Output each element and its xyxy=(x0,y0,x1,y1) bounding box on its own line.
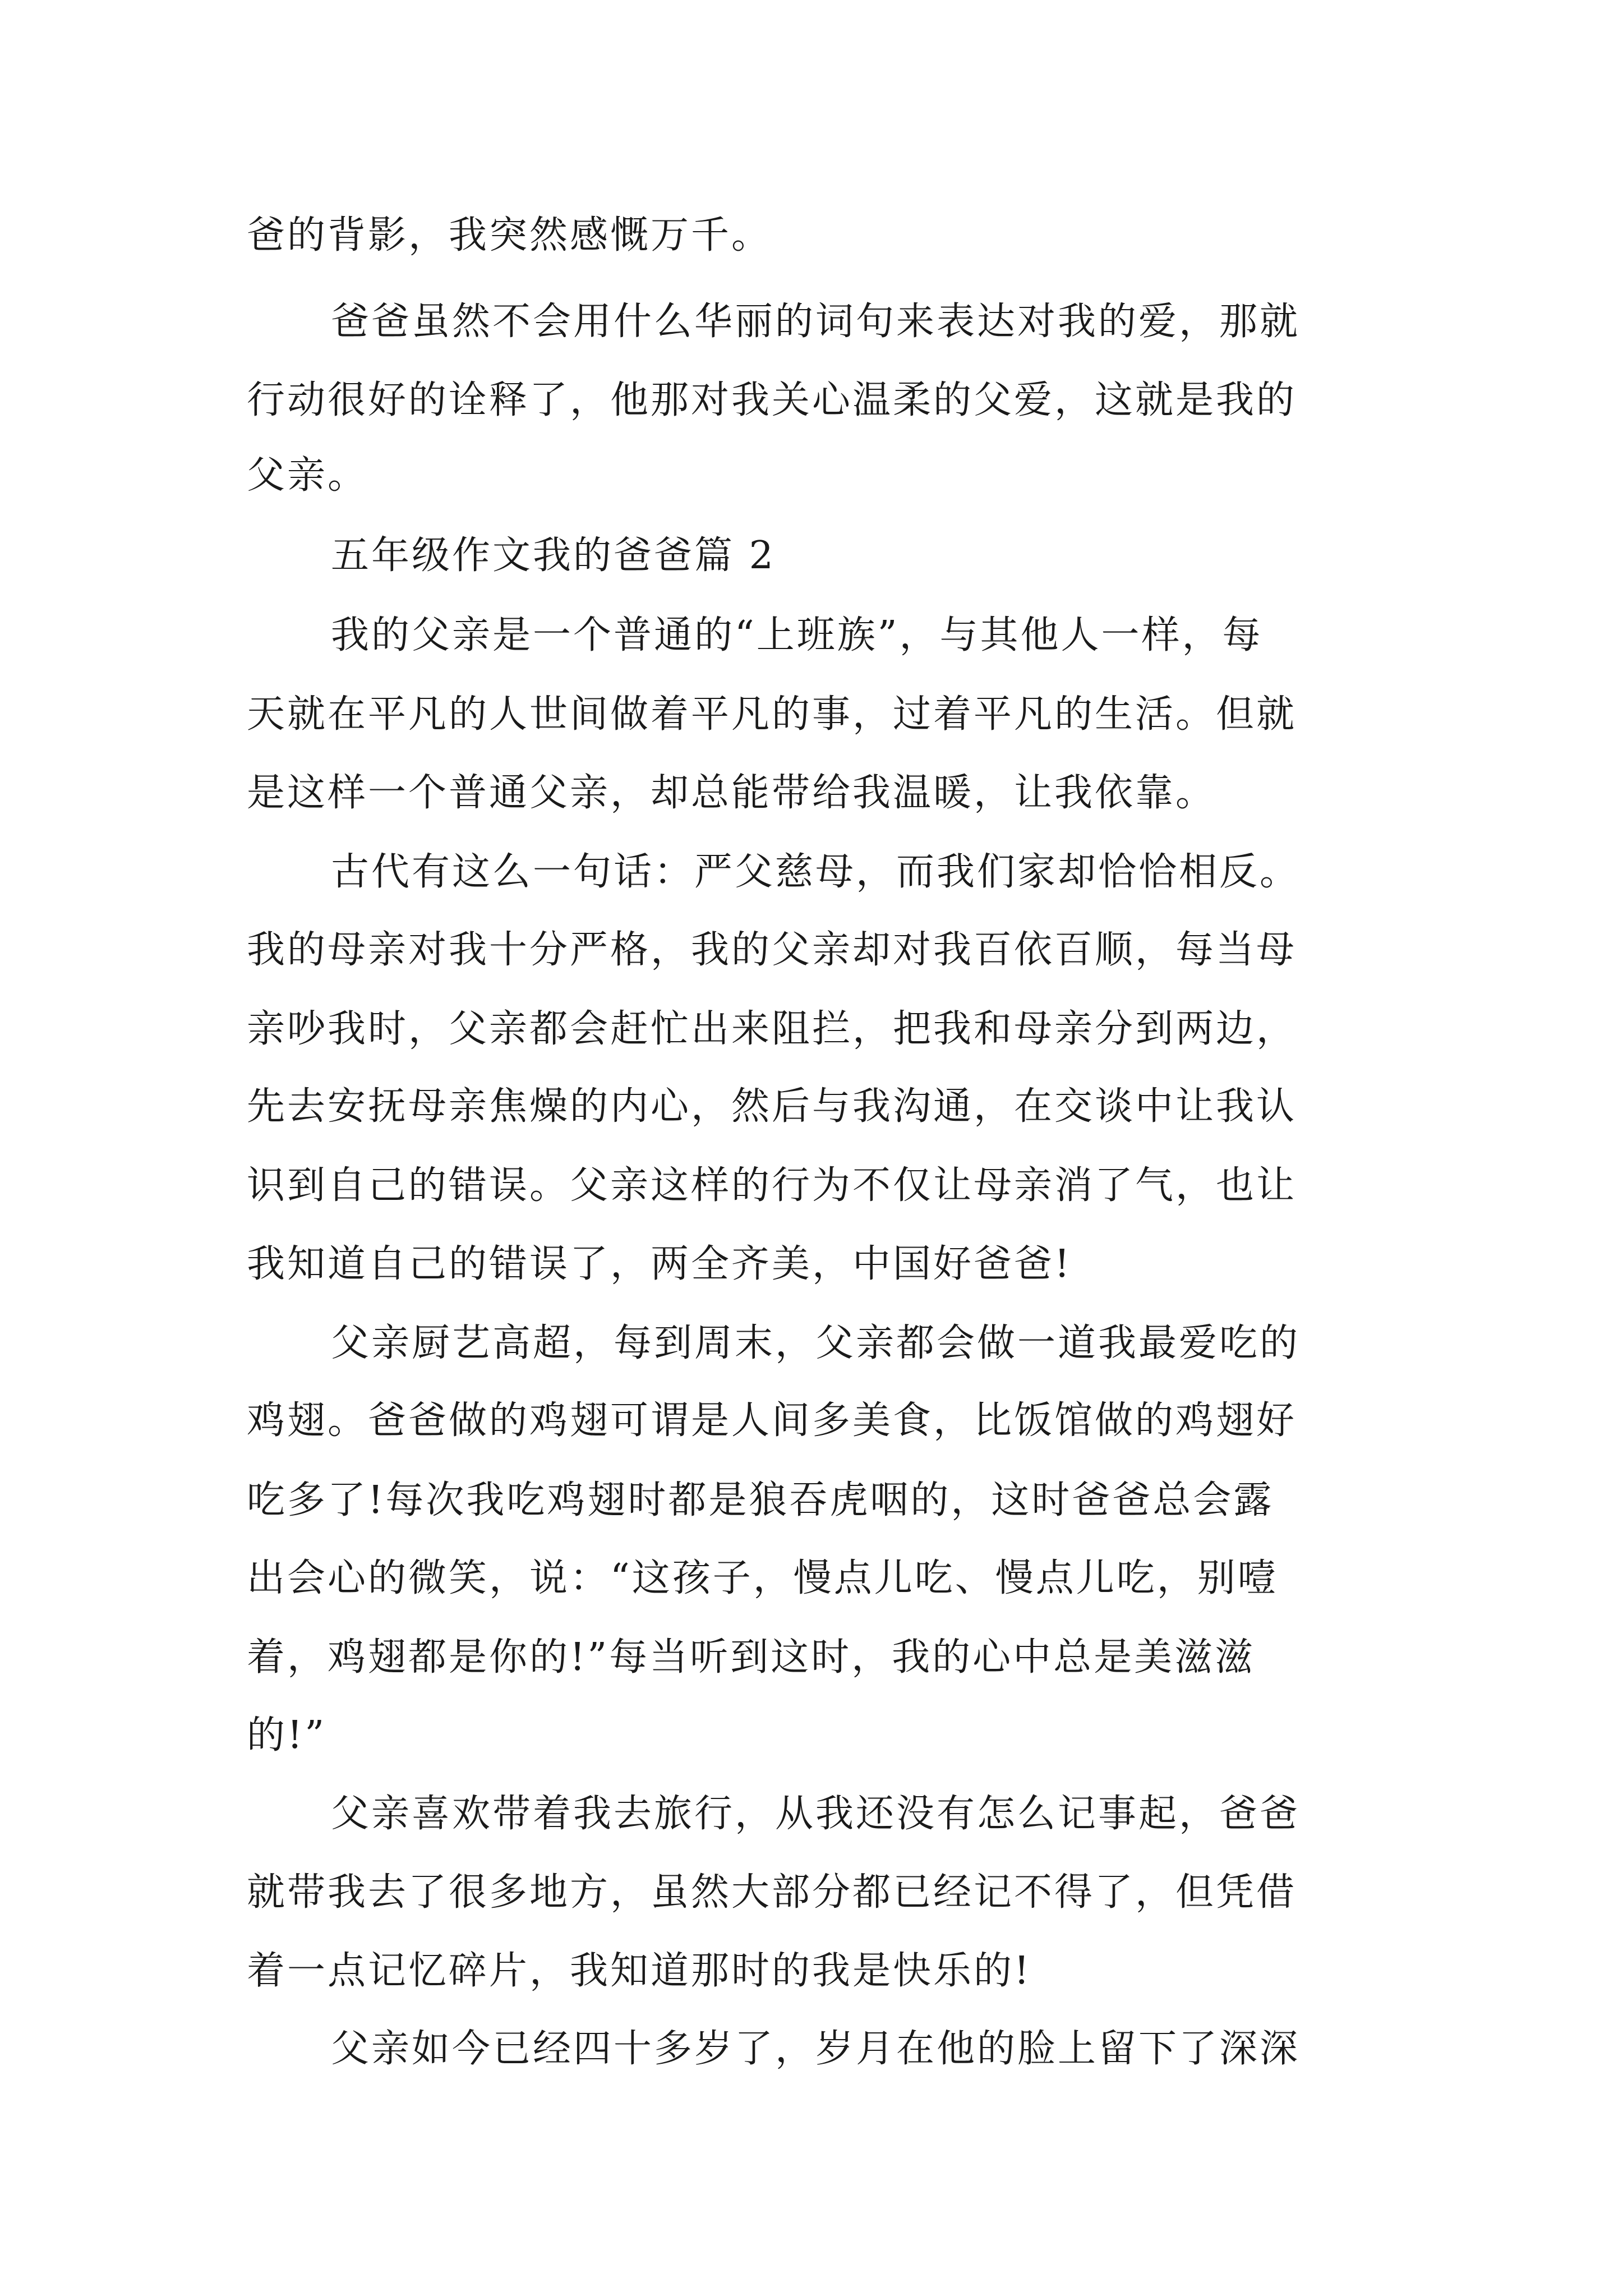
text-line: 识到自己的错误。父亲这样的行为不仅让母亲消了气，也让 xyxy=(247,1163,1297,1208)
text-line: 就带我去了很多地方，虽然大部分都已经记不得了，但凭借 xyxy=(247,1870,1297,1915)
paragraph-start: 古代有这么一句话：严父慈母，而我们家却恰恰相反。 xyxy=(331,850,1301,894)
paragraph-start: 父亲喜欢带着我去旅行，从我还没有怎么记事起，爸爸 xyxy=(331,1792,1301,1836)
paragraph-start: 我的父亲是一个普通的“上班族”，与其他人一样，每 xyxy=(331,613,1263,657)
text-line: 鸡翅。爸爸做的鸡翅可谓是人间多美食，比饭馆做的鸡翅好 xyxy=(247,1398,1297,1443)
paragraph-start: 爸爸虽然不会用什么华丽的词句来表达对我的爱，那就 xyxy=(331,300,1301,344)
text-line: 父亲。 xyxy=(247,453,368,498)
text-line: 吃多了!每次我吃鸡翅时都是狼吞虎咽的，这时爸爸总会露 xyxy=(247,1478,1274,1522)
text-line: 着，鸡翅都是你的!”每当听到这时，我的心中总是美滋滋 xyxy=(247,1635,1256,1680)
text-line: 我知道自己的错误了，两全齐美，中国好爸爸! xyxy=(247,1242,1072,1286)
text-line: 的!” xyxy=(247,1713,327,1757)
text-line: 着一点记忆碎片，我知道那时的我是快乐的! xyxy=(247,1949,1032,1993)
text-line: 我的母亲对我十分严格，我的父亲却对我百依百顺，每当母 xyxy=(247,928,1297,972)
section-heading: 五年级作文我的爸爸篇 2 xyxy=(331,533,776,578)
paragraph-start: 父亲如今已经四十多岁了，岁月在他的脸上留下了深深 xyxy=(331,2027,1301,2071)
text-line: 爸的背影，我突然感慨万千。 xyxy=(247,213,772,257)
text-line: 出会心的微笑，说：“这孩子，慢点儿吃、慢点儿吃，别噎 xyxy=(247,1556,1278,1600)
text-line: 行动很好的诠释了，他那对我关心温柔的父爱，这就是我的 xyxy=(247,378,1297,422)
text-line: 是这样一个普通父亲，却总能带给我温暖，让我依靠。 xyxy=(247,771,1216,815)
text-line: 先去安抚母亲焦燥的内心，然后与我沟通，在交谈中让我认 xyxy=(247,1084,1297,1129)
text-line: 亲吵我时，父亲都会赶忙出来阻拦，把我和母亲分到两边， xyxy=(247,1007,1297,1051)
text-line: 天就在平凡的人世间做着平凡的事，过着平凡的生活。但就 xyxy=(247,692,1297,737)
paragraph-start: 父亲厨艺高超，每到周末，父亲都会做一道我最爱吃的 xyxy=(331,1321,1301,1365)
